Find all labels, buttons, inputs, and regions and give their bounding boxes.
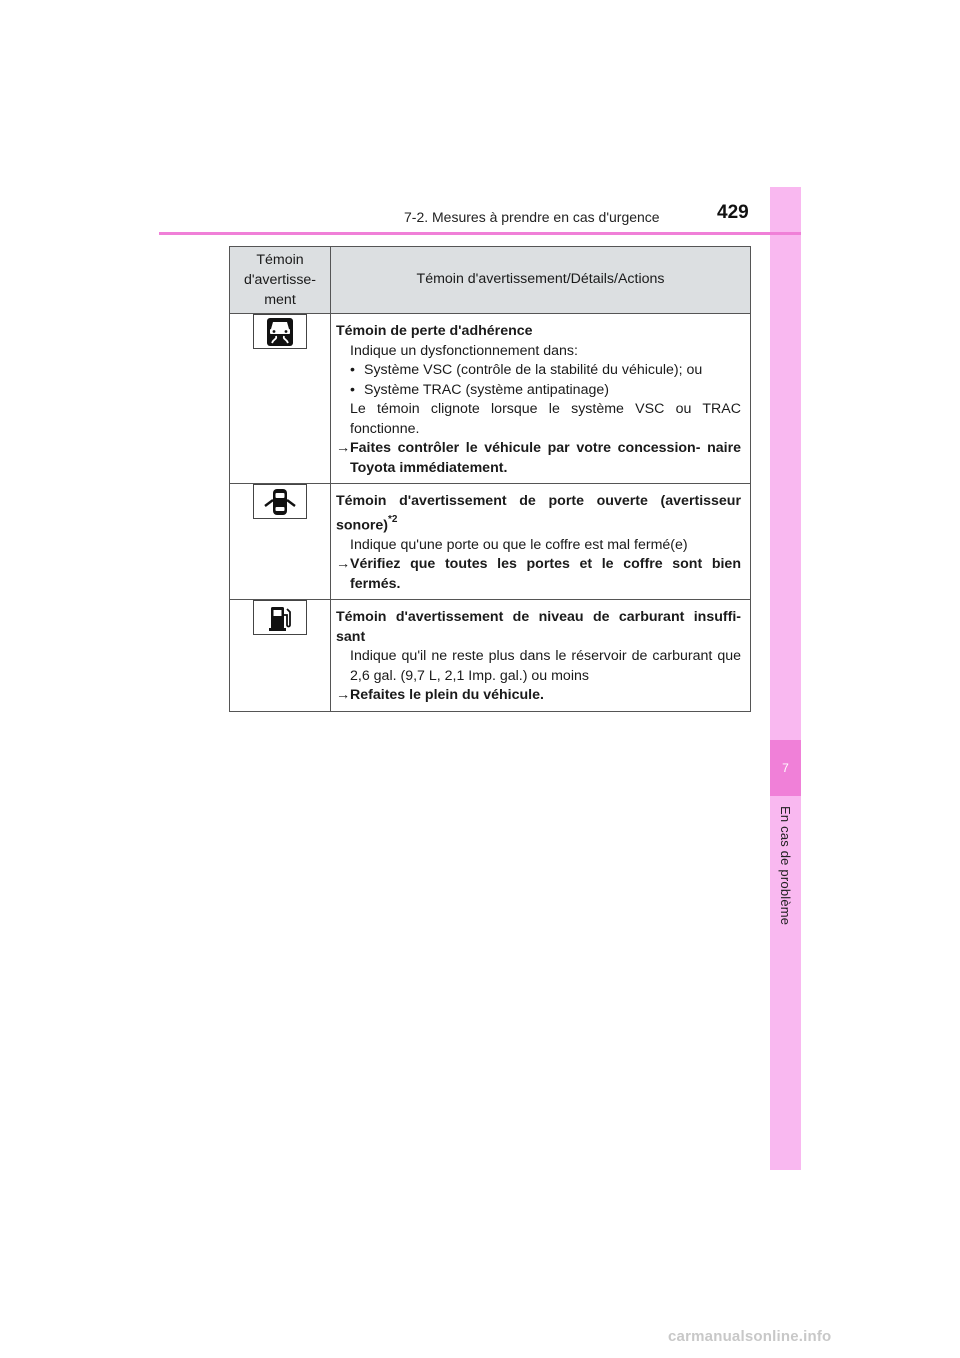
warning-light-table [229, 246, 751, 712]
row-action: → Vérifiez que toutes les portes et le coffre sont bien fermés. [336, 555, 741, 594]
row-description: Indique qu'il ne reste plus dans le réservoir de carburant que 2,6 gal. (9,7 L, 2,1 Imp. gal.) ou moins [350, 648, 741, 684]
page-number: 429 [717, 202, 749, 223]
chapter-side-tab [770, 187, 801, 1170]
list-item: • Système TRAC (système antipatinage) [350, 381, 609, 398]
table-row [230, 600, 751, 712]
chapter-number: 7 [770, 740, 801, 796]
arrow-icon: → [336, 440, 351, 456]
section-title: 7-2. Mesures à prendre en cas d'urgence [404, 209, 660, 225]
arrow-icon: → [336, 556, 351, 573]
row-action: → Refaites le plein du véhicule. [336, 686, 741, 706]
watermark: carmanualsonline.info [668, 1328, 832, 1345]
door-open-icon [253, 484, 307, 519]
row-description: Indique qu'une porte ou que le coffre est mal fermé(e) [350, 536, 688, 553]
table-row [230, 314, 751, 484]
row-description: Indique un dysfonctionnement dans: [350, 342, 578, 359]
row-title: Témoin d'avertissement de porte ouverte (avertisseur sonore)$^{*2}$ [336, 493, 741, 534]
list-item: • Système VSC (contrôle de la stabilité du véhicule); ou [350, 362, 703, 378]
header-text-column: Témoin d'avertissement/Détails/Actions [331, 247, 751, 314]
row-title: Témoin d'avertissement de niveau de carburant insuffi- sant [336, 609, 741, 645]
row-extra: Le témoin clignote lorsque le système VSC ou TRAC fonctionne. [350, 401, 741, 437]
header-rule [159, 232, 801, 235]
table-row [230, 484, 751, 600]
arrow-icon: → [336, 687, 351, 704]
row-action: → Faites contrôler le véhicule par votre concession- naire Toyota immédiatement. [336, 439, 741, 478]
table-header-row [230, 247, 751, 314]
header-icon-column: Témoin d'avertisse- ment [230, 247, 331, 314]
chapter-label: En cas de problème [778, 806, 793, 926]
row-title: Témoin de perte d'adhérence [336, 323, 533, 339]
low-fuel-icon [253, 600, 307, 635]
slip-indicator-icon [253, 314, 307, 349]
